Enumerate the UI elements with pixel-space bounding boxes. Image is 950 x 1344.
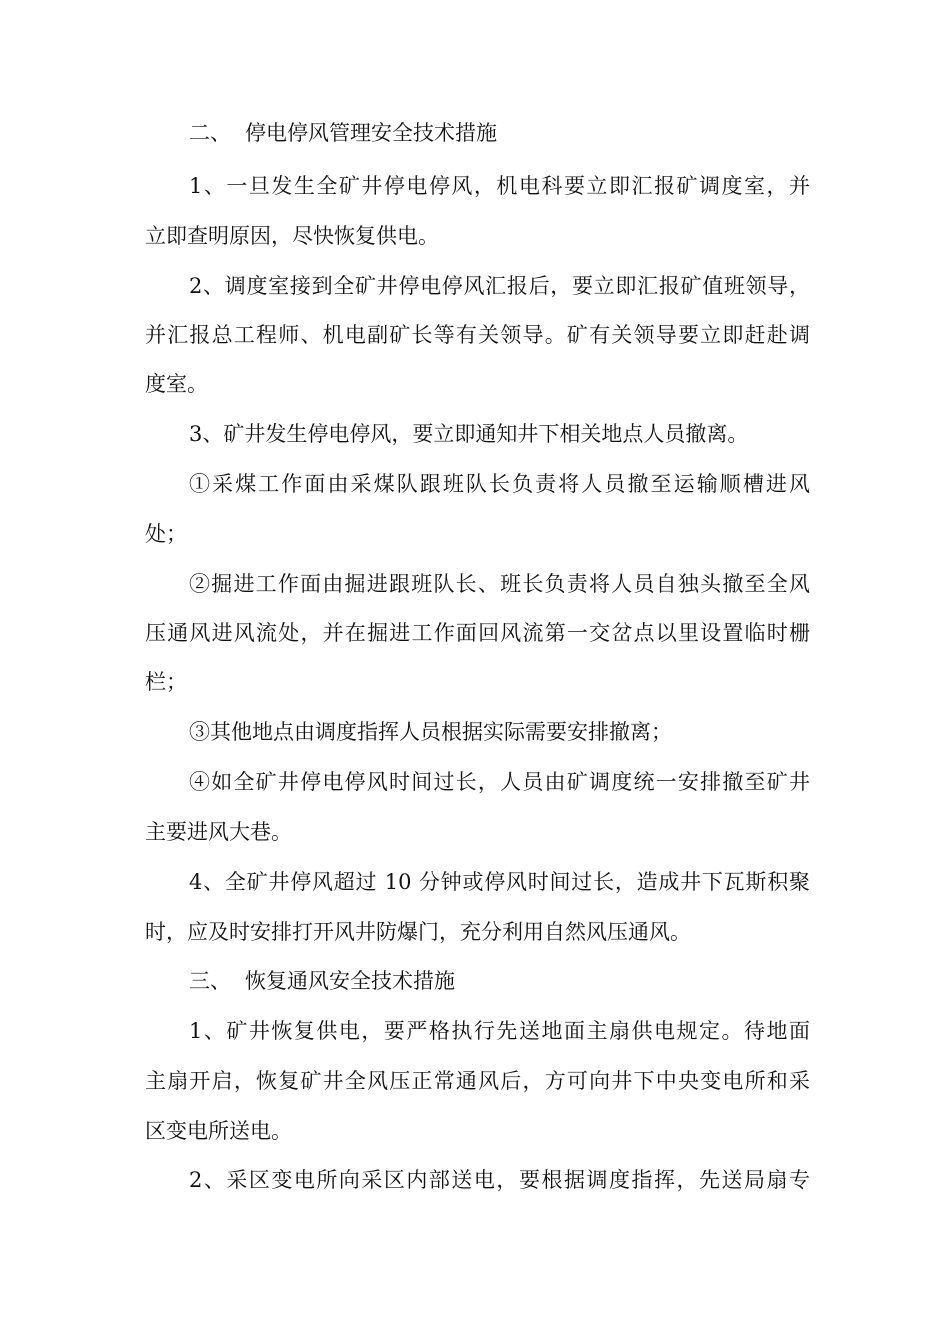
paragraph-3-line-1: 3、矿井发生停电停风，要立即通知井下相关地点人员撤离。 bbox=[189, 422, 749, 446]
restore-paragraph-1-line-1: 1、矿井恢复供电，要严格执行先送地面主扇供电规定。待地面 bbox=[189, 1019, 810, 1043]
item-2-line-3: 栏； bbox=[145, 670, 187, 694]
restore-paragraph-1-line-2: 主扇开启，恢复矿井全风压正常通风后，方可向井下中央变电所和采 bbox=[145, 1069, 810, 1093]
item-4-line-2: 主要进风大巷。 bbox=[145, 820, 292, 844]
section-heading-3 bbox=[189, 967, 455, 995]
restore-paragraph-1-line-3: 区变电所送电。 bbox=[145, 1119, 292, 1143]
section-number: 三、 bbox=[189, 969, 231, 993]
item-2-line-2: 压通风进风流处，并在掘进工作面回风流第一交岔点以里设置临时栅 bbox=[145, 621, 810, 645]
item-2-line-1: ②掘进工作面由掘进跟班队长、班长负责将人员自独头撤至全风 bbox=[189, 572, 810, 596]
paragraph-1-line-1: 1、一旦发生全矿井停电停风，机电科要立即汇报矿调度室，并 bbox=[189, 174, 810, 198]
paragraph-2-line-1: 2、调度室接到全矿井停电停风汇报后，要立即汇报矿值班领导， bbox=[189, 274, 810, 298]
section-title: 停电停风管理安全技术措施 bbox=[245, 121, 497, 145]
paragraph-4-line-1: 4、全矿井停风超过 10 分钟或停风时间过长，造成井下瓦斯积聚 bbox=[189, 870, 810, 894]
section-title: 恢复通风安全技术措施 bbox=[245, 969, 455, 993]
paragraph-2-line-2: 并汇报总工程师、机电副矿长等有关领导。矿有关领导要立即赶赴调 bbox=[145, 323, 810, 347]
section-number: 二、 bbox=[189, 121, 231, 145]
paragraph-4-line-2: 时，应及时安排打开风井防爆门，充分利用自然风压通风。 bbox=[145, 920, 691, 944]
restore-paragraph-2-line-1: 2、采区变电所向采区内部送电，要根据调度指挥，先送局扇专 bbox=[189, 1168, 810, 1192]
paragraph-1-line-2: 立即查明原因，尽快恢复供电。 bbox=[145, 224, 439, 248]
paragraph-2-line-3: 度室。 bbox=[145, 372, 208, 396]
item-4-line-1: ④如全矿井停电停风时间过长，人员由矿调度统一安排撤至矿井 bbox=[189, 770, 810, 794]
item-3-line-1: ③其他地点由调度指挥人员根据实际需要安排撤离； bbox=[189, 720, 672, 744]
section-heading-2 bbox=[189, 119, 497, 147]
item-1-line-1: ①采煤工作面由采煤队跟班队长负责将人员撤至运输顺槽进风 bbox=[189, 472, 810, 496]
item-1-line-2: 处； bbox=[145, 522, 187, 546]
